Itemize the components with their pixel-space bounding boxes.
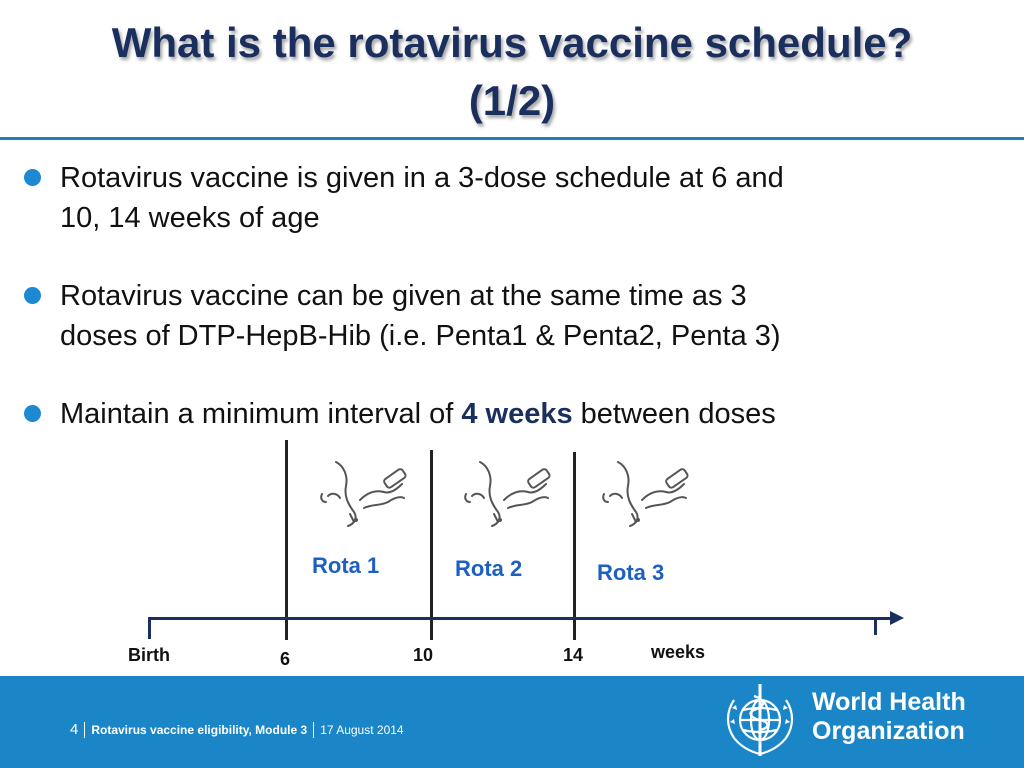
axis-arrow-icon [890,611,904,625]
bullet-text-line: 10, 14 weeks of age [60,202,320,234]
dose-line-6-weeks [285,440,288,640]
tick-label-6: 6 [280,649,291,669]
slide-title-line2: (1/2) [468,77,556,124]
oral-vaccine-drop-icon [314,456,414,536]
tick-label-10: 10 [413,645,434,665]
bullet-text-prefix: Maintain a minimum interval of [60,398,462,430]
who-wordmark-line2: Organization [812,717,965,745]
timeline-axis [148,617,893,620]
oral-vaccine-drop-icon [458,456,558,536]
dose-label-rota-2: Rota 2 [455,556,523,581]
footer-info [70,721,404,738]
dose-label-rota-1: Rota 1 [312,553,380,578]
bullet-text-line: Rotavirus vaccine is given in a 3-dose schedule at 6 and [60,162,784,194]
page-number: 4 [70,721,79,738]
tick-label-14: 14 [563,645,584,665]
bullet-text-emphasis: 4 weeks [461,398,573,430]
bullet-text-line: doses of DTP-HepB-Hib (i.e. Penta1 & Penta2, Penta 3) [60,320,781,352]
footer-separator [84,722,85,738]
bullet-text-line: Rotavirus vaccine can be given at the same time as 3 [60,280,747,312]
footer-separator [313,722,314,738]
who-wordmark [812,688,966,746]
tick-birth [148,617,151,639]
who-wordmark-line1: World Health [812,688,966,716]
bullet-text-suffix: between doses [572,398,776,430]
tick-label-birth: Birth [128,645,170,665]
who-emblem-icon [720,678,800,760]
footer-date: 17 August 2014 [320,722,404,737]
tick-end [874,617,877,635]
dose-line-10-weeks [430,450,433,640]
axis-unit-label: weeks [651,642,706,662]
oral-vaccine-drop-icon [596,456,696,536]
slide-title-line1: What is the rotavirus vaccine schedule? [111,19,913,66]
dose-label-rota-3: Rota 3 [597,560,665,585]
footer-module: Rotavirus vaccine eligibility, Module 3 [91,722,308,737]
dose-line-14-weeks [573,452,576,640]
